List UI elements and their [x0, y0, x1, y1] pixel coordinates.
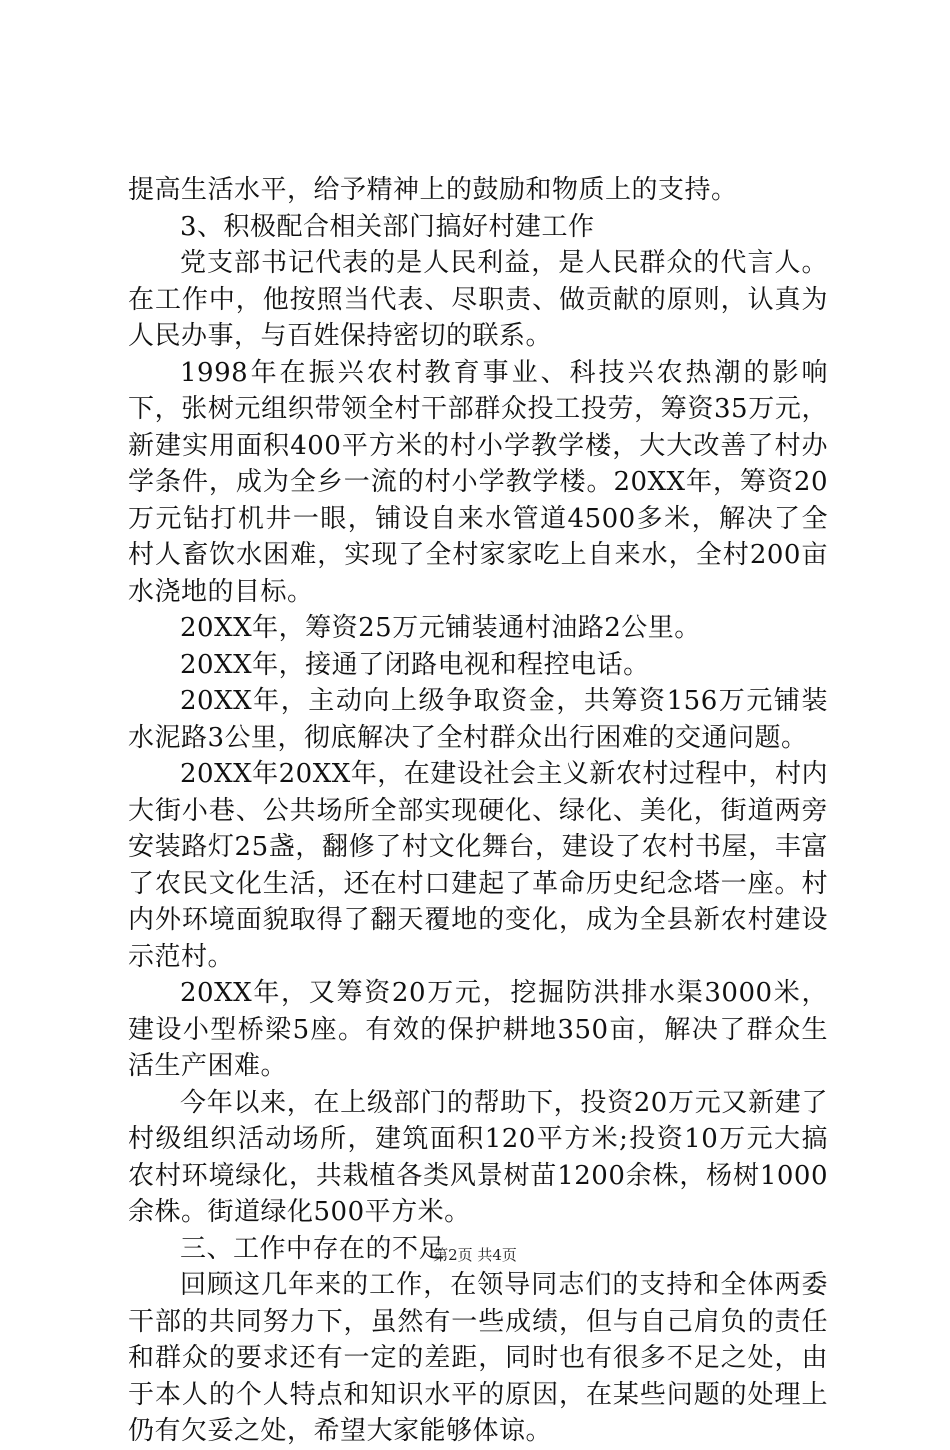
paragraph-1998-school: 1998年在振兴农村教育事业、科技兴农热潮的影响下，张树元组织带领全村干部群众投工投劳，筹资35万元，新建实用面积400平方米的村小学教学楼，大大改善了村办学条件，成为全乡一流的村小学教学楼。20XX年，筹资20万元钻打机井一眼，铺设自来水管道4500多米，解决了全村人畜饮水困难，实现了全村家家吃上自来水，全村200亩水浇地的目标。 [128, 357, 828, 607]
paragraph-oil-road: 20XX年，筹资25万元铺装通村油路2公里。 [180, 613, 701, 643]
section-heading-shortcomings: 三、工作中存在的不足 [180, 1233, 446, 1264]
section-heading-village-construction: 3、积极配合相关部门搞好村建工作 [180, 211, 595, 242]
paragraph-cement-road: 20XX年，主动向上级争取资金，共筹资156万元铺装水泥路3公里，彻底解决了全村群众出行困难的交通问题。 [128, 686, 828, 753]
paragraph-tv-phone: 20XX年，接通了闭路电视和程控电话。 [180, 649, 650, 680]
paragraph-new-countryside: 20XX年20XX年，在建设社会主义新农村过程中，村内大街小巷、公共场所全部实现硬化、绿化、美化，街道两旁安装路灯25盏，翻修了村文化舞台，建设了农村书屋，丰富了农民文化生活，还在村口建起了革命历史纪念塔一座。村内外环境面貌取得了翻天覆地的变化，成为全县新农村建设示范村。 [128, 759, 828, 972]
paragraph-review: 回顾这几年来的工作，在领导同志们的支持和全体两委干部的共同努力下，虽然有一些成绩，但与自己肩负的责任和群众的要求还有一定的差距，同时也有很多不足之处，由于本人的个人特点和知识水平的原因，在某些问题的处理上仍有欠妥之处，希望大家能够体谅。 [128, 1270, 828, 1446]
paragraph-this-year: 今年以来，在上级部门的帮助下，投资20万元又新建了村级组织活动场所，建筑面积120平方米;投资10万元大搞农村环境绿化，共栽植各类风景树苗1200余株，杨树1000余株。街道绿化500平方米。 [128, 1087, 828, 1227]
paragraph-flood-channel: 20XX年，又筹资20万元，挖掘防洪排水渠3000米，建设小型桥梁5座。有效的保护耕地350亩，解决了群众生活生产困难。 [128, 978, 828, 1081]
paragraph-party-secretary: 党支部书记代表的是人民利益，是人民群众的代言人。在工作中，他按照当代表、尽职责、做贡献的原则，认真为人民办事，与百姓保持密切的联系。 [128, 248, 828, 351]
paragraph-continuation: 提高生活水平，给予精神上的鼓励和物质上的支持。 [128, 175, 738, 205]
page-number-footer: 第2页 共4页 [433, 1246, 517, 1264]
